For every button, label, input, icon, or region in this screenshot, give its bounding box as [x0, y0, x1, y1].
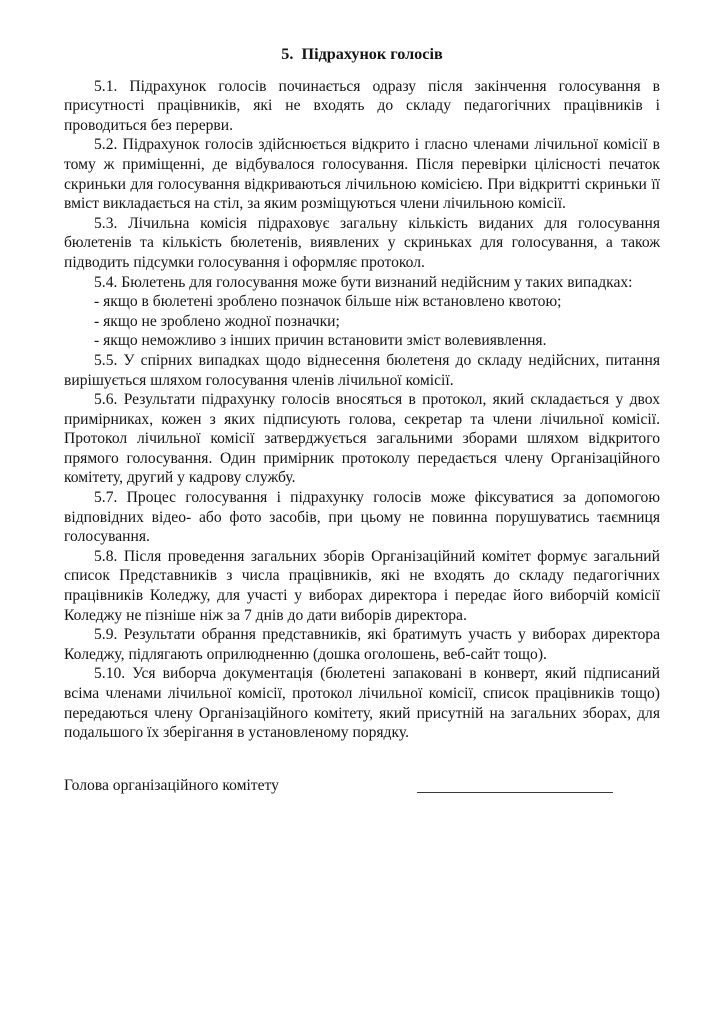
list-item-invalid-ballot-3: - якщо неможливо з інших причин встановити зміст волевиявлення. [94, 332, 547, 350]
paragraph-5-6: 5.6. Результати підрахунку голосів вносяться в протокол, який складається у двох примірниках, кожен з яких підписують голова, секретар та члени лічильної комісії. Протокол лічильної комісії затверджується загальними зборами шляхом відкритого прямого голосування. Один примірник протоколу передається члену Організаційного комітету, другий у кадрову службу. [64, 391, 660, 487]
paragraph-5-2: 5.2. Підрахунок голосів здійснюється відкрито і гласно членами лічильної комісії в тому ж приміщенні, де відбувалося голосування. Після перевірки цілісності печаток скриньки для голосування відкриваються лічильною комісією. При відкритті скриньки її вміст викладається на стіл, за яким розміщуються члени лічильною комісії. [64, 136, 660, 213]
paragraph-5-4: 5.4. Бюлетень для голосування може бути визнаний недійсним у таких випадках: [94, 273, 633, 291]
paragraph-5-10: 5.10. Уся виборча документація (бюлетені запаковані в конверт, який підписаний всіма членами лічильної комісії, протокол лічильної комісії, список працівників тощо) передаються члену Організаційного комітету, який присутній на загальних зборах, для подальшого їх зберігання в установленому порядку. [64, 665, 660, 742]
paragraph-5-5: 5.5. У спірних випадках щодо віднесення бюлетеня до складу недійсних, питання вирішується шляхом голосування членів лічильної комісії. [64, 351, 660, 389]
paragraph-5-1: 5.1. Підрахунок голосів починається одразу після закінчення голосування в присутності працівників, які не входять до складу педагогічних працівників і проводиться без перерви. [64, 77, 660, 134]
section-title: 5. Підрахунок голосів [281, 45, 443, 63]
paragraph-5-9: 5.9. Результати обрання представників, які братимуть участь у виборах директора Коледжу, підлягають оприлюдненню (дошка оголошень, веб-сайт тощо). [64, 626, 660, 663]
list-item-invalid-ballot-1: - якщо в бюлетені зроблено позначок більше ніж встановлено квотою; [94, 293, 562, 311]
signature-line [417, 792, 613, 793]
paragraph-5-3: 5.3. Лічильна комісія підраховує загальну кількість виданих для голосування бюлетенів та кількість бюлетенів, виявлених у скриньках для голосування, а також підводить підсумки голосування і оформляє протокол. [64, 214, 660, 271]
signature-label: Голова організаційного комітету [64, 776, 279, 794]
list-item-invalid-ballot-2: - якщо не зроблено жодної позначки; [94, 312, 340, 330]
paragraph-5-7: 5.7. Процес голосування і підрахунку голосів може фіксуватися за допомогою відповідних відео- або фото засобів, при цьому не повинна порушуватись таємниця голосування. [64, 489, 660, 546]
document-body [64, 77, 660, 743]
paragraph-5-8: 5.8. Після проведення загальних зборів Організаційний комітет формує загальний список Представників з числа працівників, які не входять до складу педагогічних працівників Коледжу, для участі у виборах директора і передає його виборчій комісії Коледжу не пізніше ніж за 7 днів до дати виборів директора. [64, 547, 660, 624]
signature-block [64, 776, 660, 796]
